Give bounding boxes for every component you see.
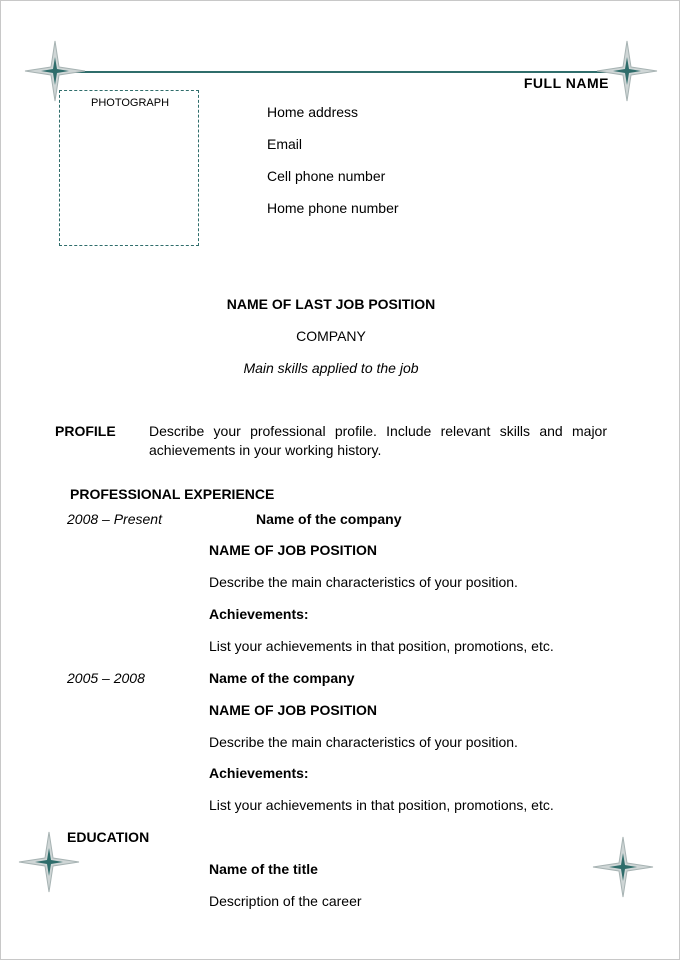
job-description: Describe the main characteristics of your position.: [209, 574, 518, 590]
job-achievements: List your achievements in that position, promotions, etc.: [209, 638, 554, 654]
job-dates: 2008 – Present: [67, 511, 162, 527]
experience-heading: PROFESSIONAL EXPERIENCE: [70, 486, 275, 502]
four-point-star-icon: [595, 39, 659, 103]
profile-heading: PROFILE: [55, 423, 116, 439]
job-position: NAME OF JOB POSITION: [209, 542, 378, 558]
job-achievements-label: Achievements:: [209, 606, 309, 622]
contact-address: Home address: [267, 104, 359, 120]
job-achievements: List your achievements in that position, promotions, etc.: [209, 797, 554, 813]
photo-placeholder: [59, 90, 199, 246]
objective-skills: Main skills applied to the job: [243, 360, 419, 376]
job-company: Name of the company: [256, 511, 402, 527]
four-point-star-icon: [591, 835, 655, 899]
education-description: Description of the career: [209, 893, 362, 909]
education-title: Name of the title: [209, 861, 318, 877]
job-description: Describe the main characteristics of your position.: [209, 734, 518, 750]
objective-company: COMPANY: [296, 328, 366, 344]
contact-cell-phone: Cell phone number: [267, 168, 386, 184]
profile-text: Describe your professional profile. Include relevant skills and major achievements in your working history.: [149, 423, 607, 458]
top-rule: [56, 71, 631, 73]
contact-home-phone: Home phone number: [267, 200, 399, 216]
photo-label: PHOTOGRAPH: [90, 97, 170, 109]
job-company: Name of the company: [209, 670, 355, 686]
job-achievements-label: Achievements:: [209, 765, 309, 781]
job-position: NAME OF JOB POSITION: [209, 702, 378, 718]
education-heading: EDUCATION: [67, 829, 150, 845]
job-dates: 2005 – 2008: [67, 670, 145, 686]
contact-email: Email: [267, 136, 303, 152]
objective-position: NAME OF LAST JOB POSITION: [226, 296, 436, 312]
full-name: FULL NAME: [523, 75, 609, 91]
